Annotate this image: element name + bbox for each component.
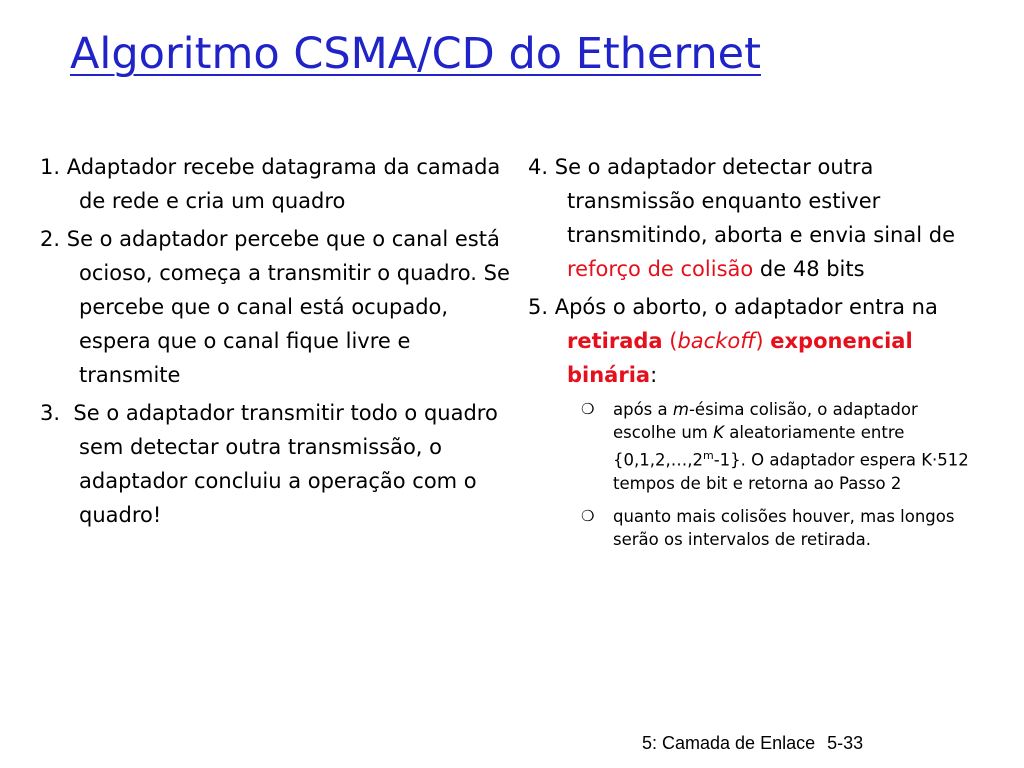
close-paren: ) <box>755 329 771 353</box>
step-2-text: Se o adaptador percebe que o canal está ocioso, começa a transmitir o quadro. Se percebe que o canal está ocupado, espera que o canal fique livre e transmite <box>66 227 510 387</box>
subitem-more-collisions <box>580 505 978 551</box>
sub1-text-a: após a <box>613 400 673 419</box>
step-5-subitems <box>528 398 978 551</box>
page-title: Algoritmo CSMA/CD do Ethernet <box>70 29 761 79</box>
sub1-text-c: aleatoriamente entre {0,1,2,…,2 <box>613 423 905 470</box>
step-2-number: 2. <box>40 227 61 251</box>
left-column <box>40 150 510 536</box>
slide-footer <box>642 733 863 754</box>
step-3-number: 3. <box>40 401 61 425</box>
step-5-text-a: Após o aborto, o adaptador entra na <box>554 295 938 319</box>
step-4-text-b: de 48 bits <box>753 257 865 281</box>
step-1-text: Adaptador recebe datagrama da camada de rede e cria um quadro <box>66 155 501 213</box>
step-4 <box>528 150 978 286</box>
open-paren: ( <box>662 329 678 353</box>
subitem-backoff-rule <box>580 398 978 495</box>
sub1-text-b: -ésima colisão, o adaptador escolhe um <box>613 400 918 442</box>
footer-label: 5: Camada de Enlace <box>642 733 816 753</box>
sub1-superscript: m <box>702 449 714 462</box>
exponential-binary-term: exponencial binária <box>567 329 913 387</box>
step-1-number: 1. <box>40 155 61 179</box>
step-5-number: 5. <box>528 295 549 319</box>
step-3 <box>40 396 510 532</box>
step-1 <box>40 150 510 218</box>
sub1-k: K <box>713 423 724 442</box>
page-number: 5-33 <box>827 733 864 753</box>
backoff-term: backoff <box>677 329 756 353</box>
collision-reinforcement-term: reforço de colisão <box>567 257 754 281</box>
circle-bullet-icon: ❍ <box>581 400 595 418</box>
step-3-text: Se o adaptador transmitir todo o quadro sem detectar outra transmissão, o adaptador concluiu a operação com o quadro! <box>73 401 498 527</box>
sub1-m: m <box>672 400 689 419</box>
circle-bullet-icon: ❍ <box>581 506 595 525</box>
sub2-text: quanto mais colisões houver, mas longos serão os intervalos de retirada. <box>613 506 955 549</box>
step-4-number: 4. <box>528 155 549 179</box>
sub1-text-d: -1}. O adaptador espera K·512 tempos de bit e retorna ao Passo 2 <box>613 450 969 493</box>
retirada-term: retirada <box>567 329 663 353</box>
step-2 <box>40 222 510 392</box>
right-column <box>528 150 978 561</box>
step-5 <box>528 290 978 392</box>
step-5-colon: : <box>650 363 658 387</box>
step-4-text-a: Se o adaptador detectar outra transmissão enquanto estiver transmitindo, aborta e envia sinal de <box>554 155 955 247</box>
